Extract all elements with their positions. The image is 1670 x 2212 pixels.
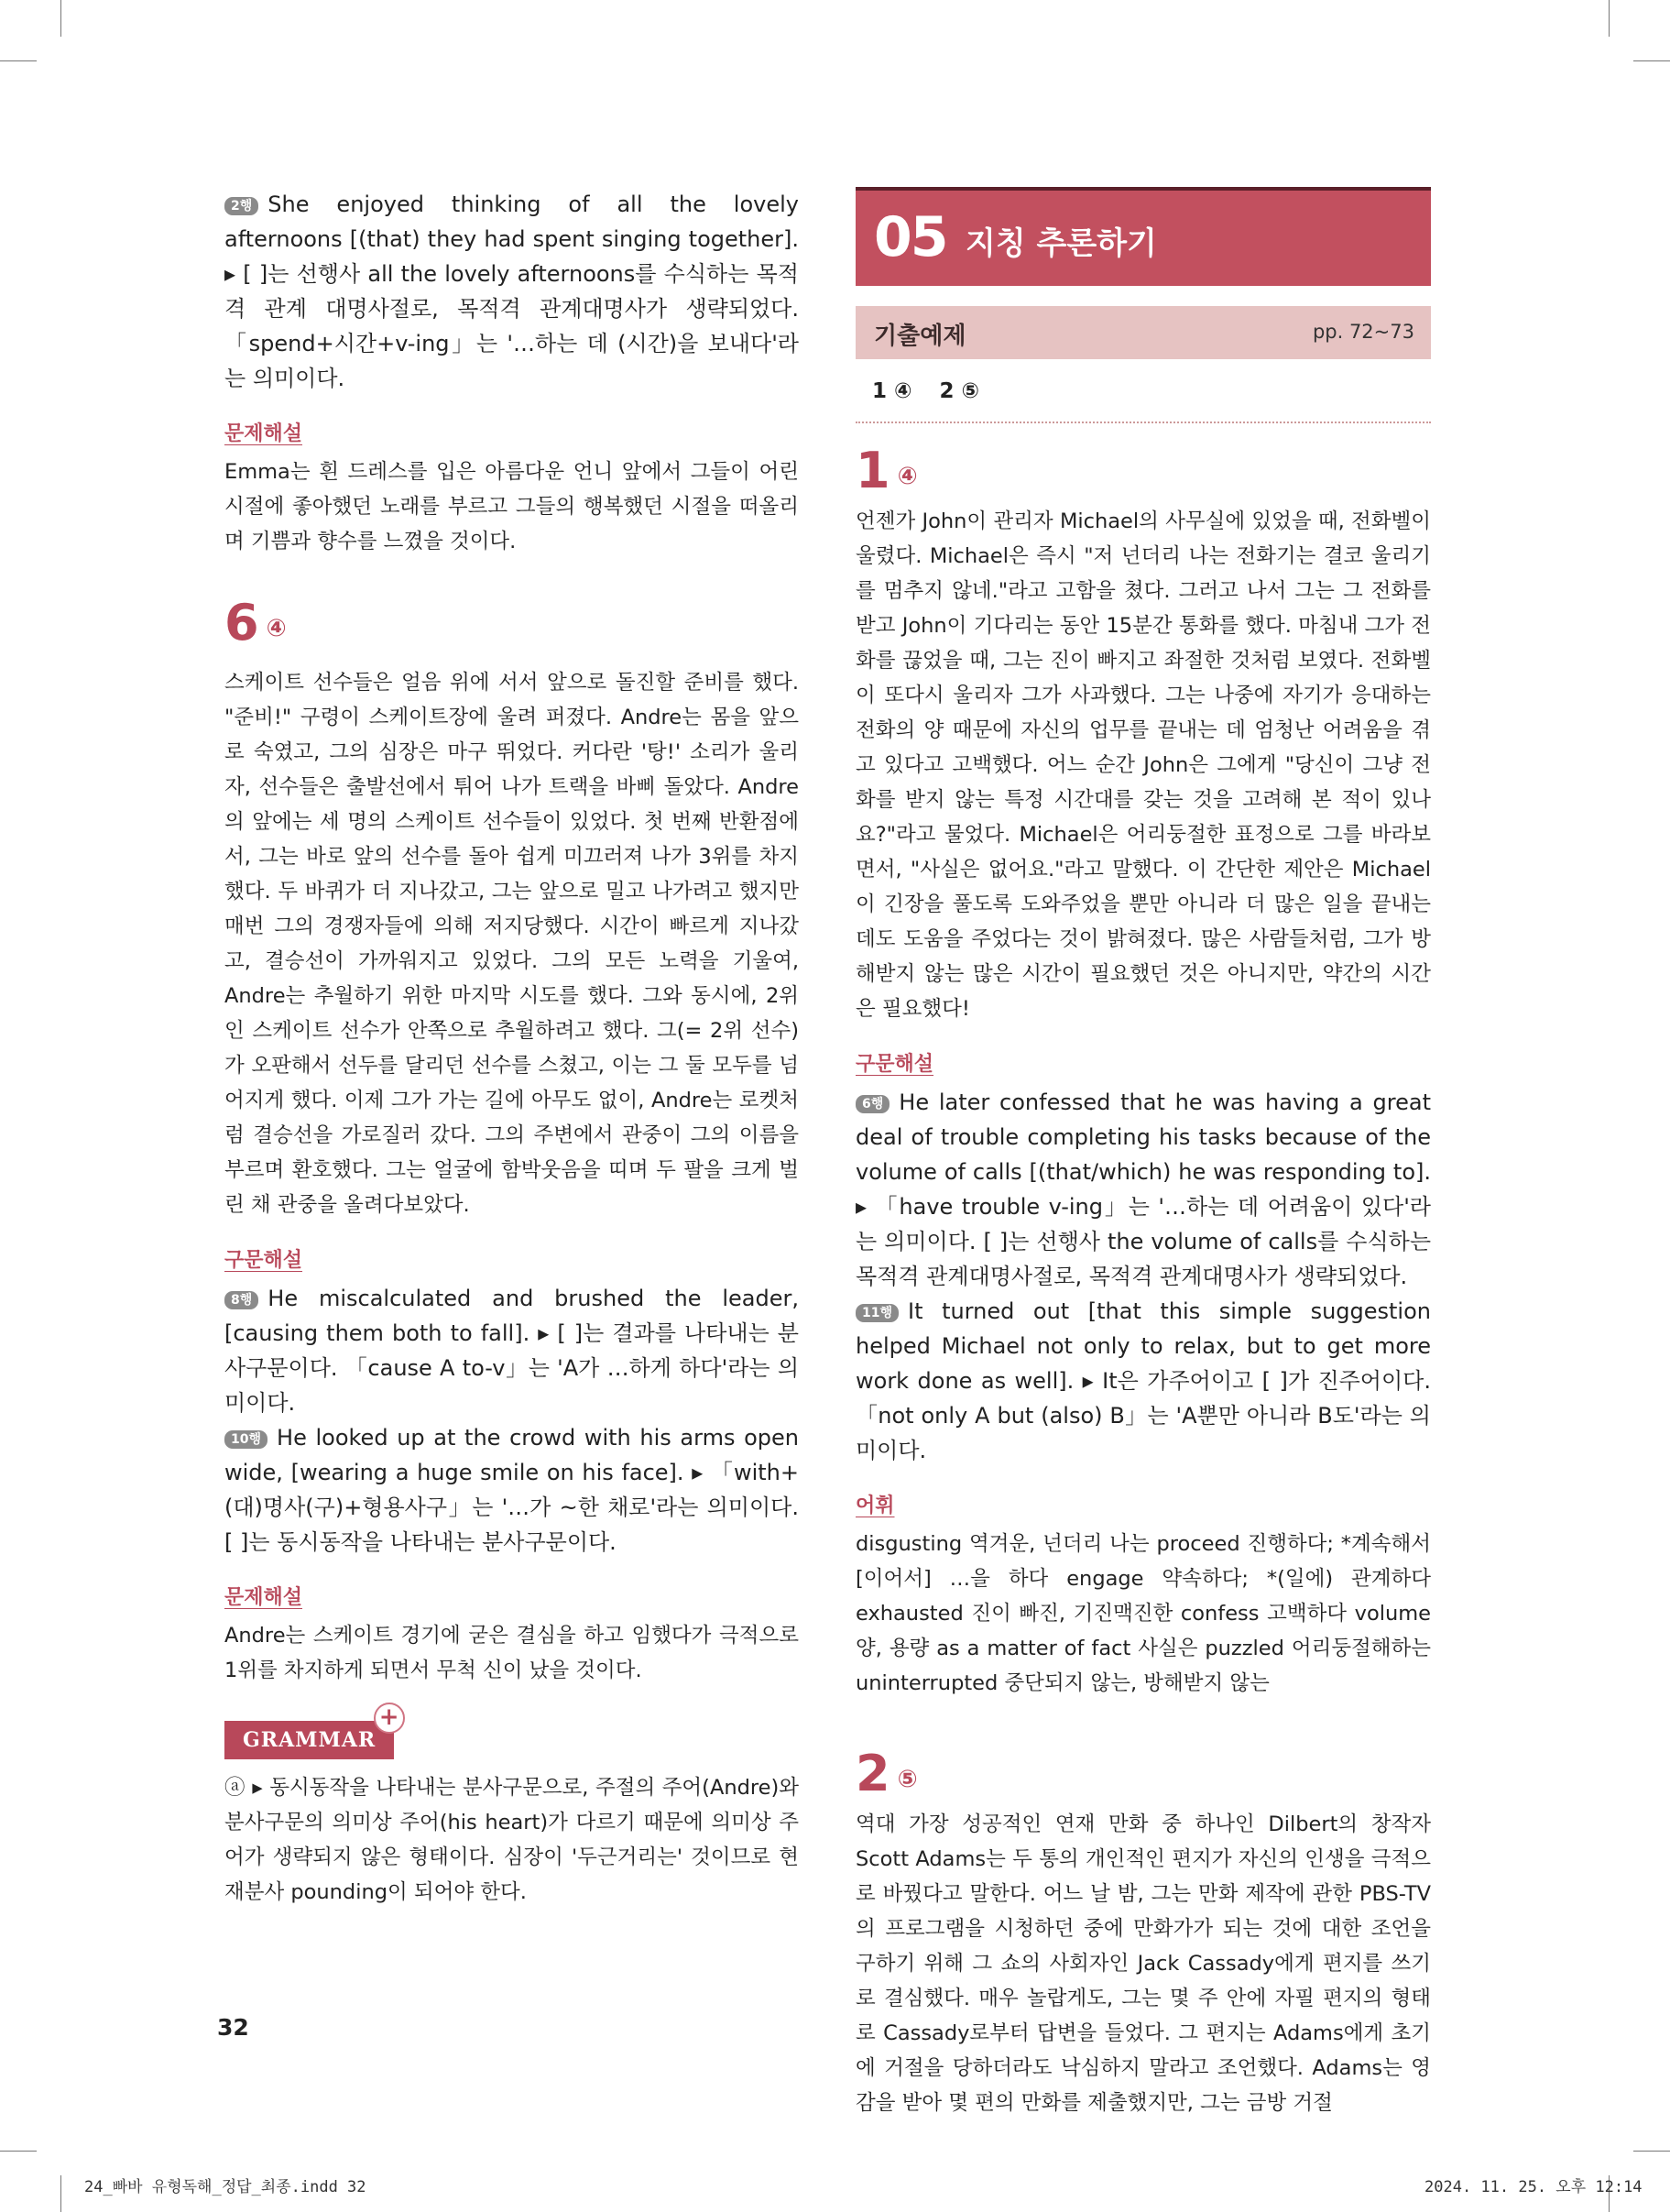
grammar-badge (224, 1703, 400, 1759)
question-number: 2 (856, 1745, 890, 1802)
example-label: 기출예제 (874, 323, 966, 350)
page-number: 32 (217, 2014, 249, 2041)
crop-mark (1633, 2151, 1670, 2152)
footer-filename: 24_빠바 유형독해_정답_최종.indd 32 (84, 2178, 366, 2196)
chapter-title: 지칭 추론하기 (966, 225, 1157, 262)
translation-text: 언젠가 John이 관리자 Michael의 사무실에 있었을 때, 전화벨이 울렸다. Michael은 즉시 "저 넌더리 나는 전화기는 결코 울리기를 멈추지 않네."라고 고함을 쳤다. 그러고 나서 그는 그 전화를 받고 John이 기다리는 동안 15분간 통화를 했다. 마침내 그가 전화를 끊었을 때, 그는 진이 빠지고 좌절한 것처럼 보였다. 전화벨이 또다시 울리자 그가 사과했다. 그는 나중에 자기가 응대하는 전화의 양 때문에 자신의 업무를 끝내는 데 엄청난 어려움을 겪고 있다고 고백했다. 어느 순간 John은 그에게 "당신이 그냥 전화를 받지 않는 특정 시간대를 갖는 것을 고려해 본 적이 있나요?"라고 물었다. Michael은 어리둥절한 표정으로 그를 바라보면서, "사실은 없어요."라고 말했다. 이 간단한 제안은 Michael이 긴장을 풀도록 도와주었을 뿐만 아니라 더 많은 일을 끝내는 데도 도움을 주었다는 것이 밝혀졌다. 많은 사람들처럼, 그가 방해받지 않는 많은 시간이 필요했던 것은 아니지만, 약간의 시간은 필요했다! (856, 509, 1431, 1021)
section-label: 구문해설 (224, 1249, 303, 1272)
section-label: 문제해설 (224, 1586, 303, 1609)
question-answer: ④ (266, 615, 287, 642)
crop-mark (1633, 60, 1670, 61)
section-label: 구문해설 (856, 1053, 934, 1076)
question-heading (224, 596, 799, 656)
syntax-text: He looked up at the crowd with his arms open wide, [wearing a huge smile on his face]. ▸ 「with+(대)명사(구)+형용사구」는 '…가 ~한 채로'라는 의미이다. [ ]는 동시동작을 나타내는 분사구문이다. (224, 1425, 799, 1555)
syntax-text: He later confessed that he was having a great deal of trouble completing his tasks because of the volume of calls [(that/which) he was responding to]. ▸ 「have trouble v-ing」는 '…하는 데 어려움이 있다'라는 의미이다. [ ]는 선행사 the volume of calls를 수식하는 목적격 관계대명사절로, 목적격 관계대명사가 생략되었다. (856, 1090, 1431, 1289)
question-number: 6 (224, 594, 259, 652)
question-number: 1 (856, 442, 890, 499)
grammar-text: ⓐ ▸ 동시동작을 나타내는 분사구문으로, 주절의 주어(Andre)와 분사구문의 의미상 주어(his heart)가 다르기 때문에 의미상 주어가 생략되지 않은 형태이다. 심장이 '두근거리는' 것이므로 현재분사 pounding이 되어야 한다. (224, 1776, 799, 1904)
plus-icon: + (374, 1703, 405, 1734)
chapter-number: 05 (874, 205, 947, 269)
question-answer: ⑤ (897, 1766, 918, 1793)
answer-key (872, 378, 1431, 405)
dotted-divider (856, 422, 1431, 423)
syntax-note (224, 187, 799, 396)
syntax-text: It turned out [that this simple suggestion helped Michael not only to relax, but to get more work done as well]. ▸ It은 가주어이고 [ ]가 진주어이다. 「not only A but (also) B」는 'A뿐만 아니라 B도'라는 의미이다. (856, 1298, 1431, 1463)
syntax-note (224, 1281, 799, 1420)
line-badge: 2행 (224, 197, 258, 215)
syntax-text: He miscalculated and brushed the leader, [causing them both to fall]. ▸ [ ]는 결과를 나타내는 분사구문이다. 「cause A to-v」는 'A가 …하게 하다'라는 의미이다. (224, 1286, 799, 1416)
crop-mark (60, 2175, 61, 2212)
problem-explanation: Andre는 스케이트 경기에 굳은 결심을 하고 임했다가 극적으로 1위를 차지하게 되면서 무척 신이 났을 것이다. (224, 1624, 799, 1682)
answer-item: 1 ④ (872, 379, 912, 403)
section-label: 문제해설 (224, 422, 303, 445)
syntax-note (856, 1085, 1431, 1294)
line-badge: 10행 (224, 1430, 267, 1449)
problem-explanation: Emma는 흰 드레스를 입은 아름다운 언니 앞에서 그들이 어린 시절에 좋아했던 노래를 부르고 그들의 행복했던 시절을 떠올리며 기쁨과 향수를 느꼈을 것이다. (224, 460, 799, 553)
syntax-note (856, 1294, 1431, 1468)
line-badge: 6행 (856, 1095, 890, 1113)
left-column (224, 187, 799, 1910)
right-column (856, 187, 1431, 2120)
syntax-text: She enjoyed thinking of all the lovely afternoons [(that) they had spent singing together]. ▸ [ ]는 선행사 all the lovely afternoons를 수식하는 목적격 관계 대명사절로, 목적격 관계대명사가 생략되었다. 「spend+시간+v-ing」는 '…하는 데 (시간)을 보내다'라는 의미이다. (224, 192, 799, 391)
crop-mark (60, 0, 61, 37)
footer-timestamp: 2024. 11. 25. 오후 12:14 (1424, 2178, 1643, 2196)
chapter-header (856, 187, 1431, 286)
crop-mark (1609, 0, 1610, 37)
page-range: pp. 72~73 (1312, 321, 1414, 343)
answer-item: 2 ⑤ (939, 379, 979, 403)
crop-mark (0, 60, 37, 61)
vocabulary-text: disgusting 역겨운, 넌더리 나는 proceed 진행하다; *계속해서[이어서] …을 하다 engage 약속하다; *(일에) 관계하다 exhausted 진이 빠진, 기진맥진한 confess 고백하다 volume 양, 용량 as a matter of fact 사실은 puzzled 어리둥절해하는 uninterrupted 중단되지 않는, 방해받지 않는 (856, 1532, 1431, 1695)
line-badge: 11행 (856, 1304, 899, 1322)
section-label: 어휘 (856, 1495, 895, 1517)
example-bar (856, 306, 1431, 359)
crop-mark (0, 2151, 37, 2152)
question-answer: ④ (897, 463, 918, 490)
line-badge: 8행 (224, 1291, 258, 1309)
grammar-label: GRAMMAR (243, 1728, 377, 1752)
question-heading (856, 1747, 1431, 1807)
translation-text: 스케이트 선수들은 얼음 위에 서서 앞으로 돌진할 준비를 했다. "준비!" 구령이 스케이트장에 울려 퍼졌다. Andre는 몸을 앞으로 숙였고, 그의 심장은 마구 뛰었다. 커다란 '탕!' 소리가 울리자, 선수들은 출발선에서 튀어 나가 트랙을 바삐 돌았다. Andre의 앞에는 세 명의 스케이트 선수들이 있었다. 첫 번째 반환점에서, 그는 바로 앞의 선수를 돌아 쉽게 미끄러져 나가 3위를 차지했다. 두 바퀴가 더 지나갔고, 그는 앞으로 밀고 나가려고 했지만 매번 그의 경쟁자들에 의해 저지당했다. 시간이 빠르게 지나갔고, 결승선이 가까워지고 있었다. 그의 모든 노력을 기울여, Andre는 추월하기 위한 마지막 시도를 했다. 그와 동시에, 2위인 스케이트 선수가 안쪽으로 추월하려고 했다. 그(= 2위 선수)가 오판해서 선두를 달리던 선수를 스쳤고, 이는 그 둘 모두를 넘어지게 했다. 이제 그가 가는 길에 아무도 없이, Andre는 로켓처럼 결승선을 가로질러 갔다. 그의 주변에서 관중이 그의 이름을 부르며 환호했다. 그는 얼굴에 함박웃음을 띠며 두 팔을 크게 벌린 채 관중을 올려다보았다. (224, 671, 799, 1217)
syntax-note (224, 1420, 799, 1560)
translation-text: 역대 가장 성공적인 연재 만화 중 하나인 Dilbert의 창작자 Scott Adams는 두 통의 개인적인 편지가 자신의 인생을 극적으로 바꿨다고 말한다. 어느 날 밤, 그는 만화 제작에 관한 PBS-TV의 프로그램을 시청하던 중에 만화가가 되는 것에 대한 조언을 구하기 위해 그 쇼의 사회자인 Jack Cassady에게 편지를 쓰기로 결심했다. 매우 놀랍게도, 그는 몇 주 안에 자필 편지의 형태로 Cassady로부터 답변을 들었다. 그 편지는 Adams에게 초기에 거절을 당하더라도 낙심하지 말라고 조언했다. Adams는 영감을 받아 몇 편의 만화를 제출했지만, 그는 금방 거절 (856, 1812, 1431, 2115)
question-heading (856, 443, 1431, 504)
